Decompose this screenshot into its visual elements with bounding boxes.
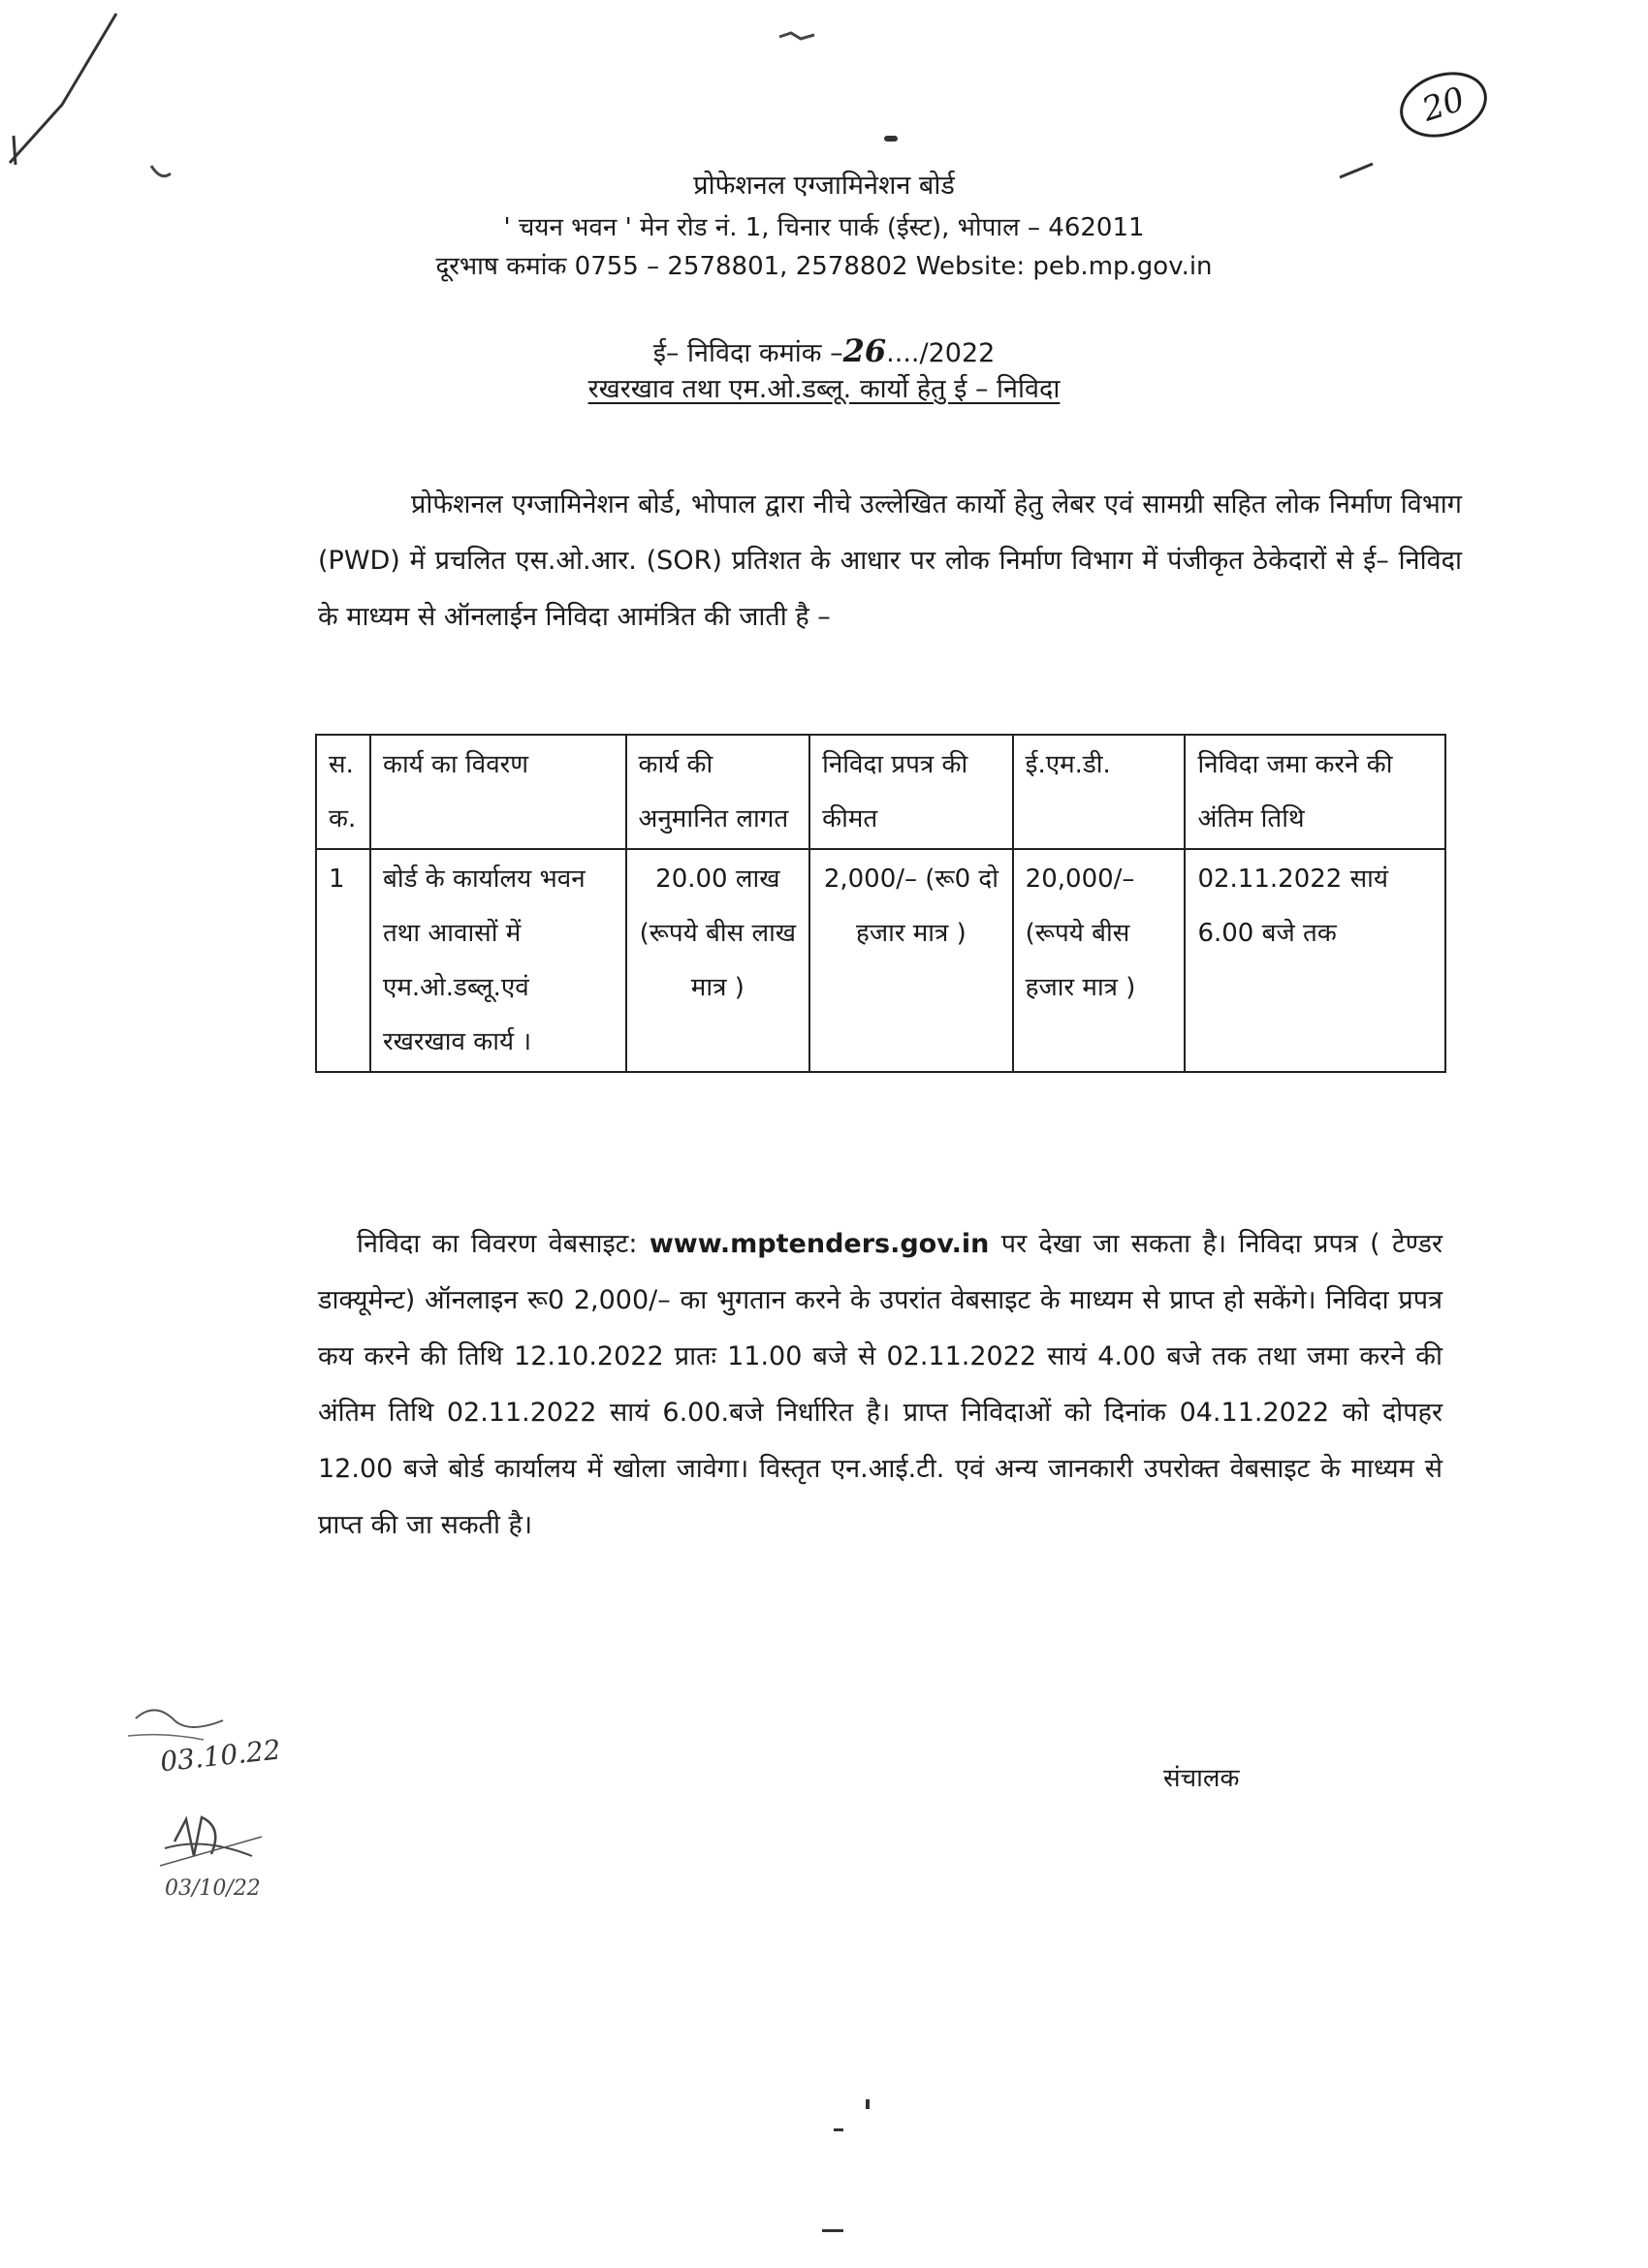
signatory-title: संचालक — [1163, 1764, 1240, 1793]
table-cell: 1 — [316, 849, 370, 1072]
org-name: प्रोफेशनल एग्जामिनेशन बोर्ड — [693, 171, 955, 201]
intro-paragraph: प्रोफेशनल एग्जामिनेशन बोर्ड, भोपाल द्वारा नीचे उल्लेखित कार्यो हेतु लेबर एवं सामग्री सहित लोक निर्माण विभाग (PWD) में प्रचलित एस.ओ.आर. (SOR) प्रतिशत के आधार पर लोक निर्माण विभाग में पंजीकृत ठेकेदारों से ई– निविदा के माध्यम से ऑनलाईन निविदा आमंत्रित की जाती है – — [318, 489, 1462, 632]
scan-speck — [834, 2128, 843, 2131]
scan-speck — [866, 2099, 870, 2109]
table-header-cell: कार्य का विवरण — [370, 735, 626, 849]
scan-dot — [884, 136, 898, 142]
notice-number-suffix: ..../2022 — [886, 338, 996, 368]
table-header-cell: ई.एम.डी. — [1013, 735, 1186, 849]
handwritten-date: 03.10.22 — [158, 1733, 283, 1779]
notice-subject — [0, 373, 1648, 406]
handwritten-initials — [107, 1691, 330, 1914]
scan-speck — [822, 2229, 843, 2232]
table-header-cell: स. क. — [316, 735, 370, 849]
table-cell: बोर्ड के कार्यालय भवन तथा आवासों में एम.ओ.डब्लू.एवं रखरखाव कार्य । — [370, 849, 626, 1072]
page-number: 20 — [1417, 79, 1470, 130]
org-address: ' चयन भवन ' मेन रोड नं. 1, चिनार पार्क (ईस्ट), भोपाल – 462011 — [503, 213, 1145, 242]
table-cell: 2,000/– (रू0 दो हजार मात्र ) — [809, 849, 1013, 1072]
details-lead: निविदा का विवरण वेबसाइट: — [357, 1229, 650, 1259]
table-header-row — [316, 735, 1445, 849]
notice-number-handwritten: 26 — [842, 332, 887, 369]
table-cell: 02.11.2022 सायं 6.00 बजे तक — [1185, 849, 1445, 1072]
table-row — [316, 849, 1445, 1072]
org-phone: दूरभाष कमांक 0755 – 2578801, 2578802 Website: peb.mp.gov.in — [435, 252, 1213, 281]
table-header-cell: कार्य की अनुमानित लागत — [626, 735, 810, 849]
page-number-stamp — [1391, 61, 1495, 147]
scan-mark-slash — [0, 0, 136, 174]
notice-number-prefix: ई– निविदा कमांक – — [652, 338, 843, 368]
table-cell: 20,000/– (रूपये बीस हजार मात्र ) — [1013, 849, 1186, 1072]
tender-table — [315, 734, 1446, 1073]
scan-mark-top — [776, 27, 824, 47]
table-cell: 20.00 लाख (रूपये बीस लाख मात्र ) — [626, 849, 810, 1072]
table-header-cell: निविदा जमा करने की अंतिम तिथि — [1185, 735, 1445, 849]
details-rest: पर देखा जा सकता है। निविदा प्रपत्र ( टेण्डर डाक्यूमेन्ट) ऑनलाइन रू0 2,000/– का भुगतान करने के उपरांत वेबसाइट के माध्यम से प्राप्त हो सकेंगे। निविदा प्रपत्र कय करने की तिथि 12.10.2022 प्रातः 11.00 बजे से 02.11.2022 सायं 4.00 बजे तक तथा जमा करने की अंतिम तिथि 02.11.2022 सायं 6.00.बजे निर्धारित है। प्राप्त निविदाओं को दिनांक 04.11.2022 को दोपहर 12.00 बजे बोर्ड कार्यालय में खोला जावेगा। विस्तृत एन.आई.टी. एवं अन्य जानकारी उपरोक्त वेबसाइट के माध्यम से प्राप्त की जा सकती है। — [318, 1229, 1442, 1540]
table-header-cell: निविदा प्रपत्र की कीमत — [809, 735, 1013, 849]
tender-website-link[interactable]: www.mptenders.gov.in — [649, 1229, 990, 1259]
svg-text:03/10/22: 03/10/22 — [165, 1876, 261, 1901]
notice-number — [0, 334, 1648, 370]
notice-subject-text: रखरखाव तथा एम.ओ.डब्लू. कार्यो हेतु ई – निविदा — [587, 374, 1061, 404]
details-paragraph — [318, 1216, 1442, 1554]
